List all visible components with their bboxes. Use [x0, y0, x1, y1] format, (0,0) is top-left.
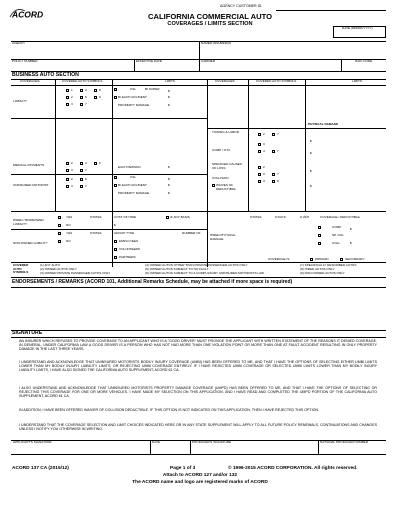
if-any-basis-checkbox[interactable]	[166, 216, 169, 219]
applicants-signature-field[interactable]	[13, 445, 149, 454]
states-label: STATES	[90, 231, 102, 235]
symbol-num: 7	[85, 167, 87, 172]
pd-symbol-checkbox[interactable]	[258, 133, 261, 136]
form-title: CALIFORNIA COMMERCIAL AUTO	[147, 12, 273, 21]
effective-date-label: EFFECTIVE DATE	[136, 59, 162, 63]
hired-physical-damage-label: HIRED PHYSICAL DAMAGE	[210, 233, 236, 241]
symbol-legend-item: (3) OWNED PRIVATE PASSENGER AUTOS ONLY	[40, 271, 111, 275]
naic-code-field[interactable]	[343, 64, 385, 71]
liability-symbol-5-checkbox[interactable]	[80, 96, 83, 99]
group-type-label: GROUP TYPE	[114, 231, 135, 235]
hired-no-checkbox[interactable]	[58, 224, 61, 227]
dollar: $	[168, 103, 170, 107]
policy-number-label: POLICY NUMBER	[12, 59, 38, 63]
agency-customer-id-label: AGENCY CUSTOMER ID:	[220, 4, 263, 8]
named-insureds-label: NAMED INSURED(S)	[201, 41, 232, 45]
physical-damage-symbol-grid	[255, 130, 303, 198]
coverage-is-label: COVERAGE IS:	[268, 257, 291, 261]
signature-paragraph: I UNDERSTAND THAT THE COVERAGE SELECTION AND LIMIT CHOICES INDICATED HERE OR IN ANY STATE SUPPLEMENT WILL APPLY TO ALL FUTURE POLICY RENEWALS, CONTINUATIONS AND CHANGES UNLESS I NOTIFY YOU OTHERWISE IN WRITING.	[19, 423, 377, 431]
liability-symbol-1-checkbox[interactable]	[66, 89, 69, 92]
pd-symbol-checkbox[interactable]	[258, 173, 261, 176]
symbol-num: 3	[71, 167, 73, 172]
pd-symbol-checkbox[interactable]	[258, 143, 261, 146]
liability-symbol-8-checkbox[interactable]	[94, 89, 97, 92]
symbol-num: 2	[263, 164, 265, 169]
non-owned-label: NON-OWNED LIABILITY	[13, 241, 48, 245]
symbol-num: 3	[71, 101, 73, 106]
named-insureds-field[interactable]	[201, 46, 385, 59]
csl-label: CSL	[130, 87, 137, 91]
symbol-legend-item: (4) OWNED AUTOS OTHER THAN PRIVATE PASSENGER AUTOS ONLY	[145, 263, 248, 267]
employees-label: EMPLOYEES	[119, 239, 139, 243]
dollar: $	[310, 139, 312, 143]
date-label: DATE	[152, 440, 161, 444]
if-any-basis-label: IF ANY BASIS	[170, 215, 190, 219]
each-person-label: EACH PERSON	[118, 165, 141, 169]
col-coverages-2: COVERAGES	[215, 79, 235, 83]
liability-symbol-4-checkbox[interactable]	[80, 89, 83, 92]
logo-text: ACORD	[12, 9, 43, 19]
waives-deductible-checkbox[interactable]	[212, 184, 215, 187]
bi-each-accident-label: BI EACH ACCIDENT	[118, 183, 147, 187]
specified-causes-label: SPECIFIED CAUSES OF LOSS	[212, 162, 242, 170]
acord-logo	[9, 6, 43, 18]
symbol-num: 7	[277, 148, 279, 153]
um-symbol-6-checkbox[interactable]	[80, 178, 83, 181]
primary-label: PRIMARY	[315, 257, 330, 261]
volunteers-checkbox[interactable]	[114, 248, 117, 251]
num-days-label: # DAYS	[275, 215, 286, 219]
dollar: $	[310, 184, 312, 188]
dollar: $	[168, 89, 170, 93]
bi-each-accident-label: BI EACH ACCIDENT	[118, 95, 147, 99]
medical-payments-label: MEDICAL PAYMENTS	[13, 163, 45, 167]
symbol-num: 3	[71, 183, 73, 188]
um-symbol-7-checkbox[interactable]	[80, 185, 83, 188]
covered-auto-symbols-title: COVERED AUTO SYMBOLS	[13, 263, 29, 275]
symbol-num: 2	[263, 131, 265, 136]
pd-symbol-checkbox[interactable]	[272, 173, 275, 176]
carrier-label: CARRIER	[201, 59, 215, 63]
col-covered-auto-symbols: COVERED AUTO SYMBOLS	[62, 79, 103, 83]
collision-label: COLLISION	[212, 176, 229, 180]
symbol-legend-item: (8) HIRED AUTOS ONLY	[300, 267, 335, 271]
attach-note: Attach to ACORD 127 and/or 132	[162, 473, 238, 478]
signature-paragraph: IN ADDITION, I HAVE BEEN OFFERED WAIVER OF COLLISION DEDUCTIBLE. IF THIS OPTION IS NOT INDICATED ON THIS APPLICATION, THEN I HAVE REJECTED THIS OPTION.	[19, 408, 319, 412]
waives-deductible-label: WAIVES OF DEDUCTIBLE	[216, 183, 236, 191]
primary-checkbox[interactable]	[310, 258, 313, 261]
effective-date-field[interactable]	[136, 64, 198, 71]
csl-checkbox[interactable]	[114, 88, 117, 91]
symbol-num: 3	[263, 141, 265, 146]
um-symbol-grid	[66, 176, 106, 196]
pd-symbol-checkbox[interactable]	[272, 180, 275, 183]
csl-label: CSL	[130, 175, 137, 179]
coll-checkbox[interactable]	[318, 242, 321, 245]
symbol-num: 7	[277, 131, 279, 136]
dollar: $	[168, 191, 170, 195]
comp-checkbox[interactable]	[318, 226, 321, 229]
liability-symbol-7-checkbox[interactable]	[80, 103, 83, 106]
col-limits-2: LIMITS	[352, 79, 362, 83]
symbol-num: 4	[85, 87, 87, 92]
dollar: $	[168, 177, 170, 181]
sp-col-checkbox[interactable]	[318, 234, 321, 237]
no-label: NO	[66, 239, 71, 243]
col-coverages: COVERAGES	[20, 79, 40, 83]
um-symbol-3-checkbox[interactable]	[66, 185, 69, 188]
partners-checkbox[interactable]	[114, 256, 117, 259]
symbol-num: 8	[99, 87, 101, 92]
form-id: ACORD 137 CA (2015/12)	[12, 466, 69, 471]
symbol-num: 7	[277, 171, 279, 176]
symbol-num: 4	[263, 178, 265, 183]
num-veh-label: # VEH	[300, 215, 309, 219]
business-auto-section-title: BUSINESS AUTO SECTION	[12, 72, 79, 78]
medpay-symbol-4-checkbox[interactable]	[80, 162, 83, 165]
bi-super-label: BI SUPER	[145, 87, 160, 91]
pd-symbol-checkbox[interactable]	[258, 150, 261, 153]
towing-labor-label: TOWING & LABOR	[212, 130, 239, 134]
symbol-num: 9	[99, 94, 101, 99]
endorsements-remarks-field[interactable]	[12, 289, 385, 329]
symbol-num: 4	[263, 148, 265, 153]
physical-damage-label: PHYSICAL DAMAGE	[308, 122, 339, 126]
national-producer-number-label: NATIONAL PRODUCER NUMBER	[320, 440, 368, 444]
copyright: © 1996-2015 ACORD CORPORATION. All rights reserved.	[228, 466, 358, 471]
dollar: $	[168, 95, 170, 99]
dollar: $	[114, 223, 116, 227]
dollar: $	[310, 151, 312, 155]
symbol-legend-item: (2) OWNED AUTOS ONLY	[40, 267, 77, 271]
medpay-symbol-3-checkbox[interactable]	[66, 169, 69, 172]
medpay-symbol-6-checkbox[interactable]	[94, 162, 97, 165]
yes-label: YES	[66, 231, 73, 235]
yes-label: YES	[66, 215, 73, 219]
national-producer-number-field[interactable]	[320, 445, 385, 454]
symbol-legend-item: (1) ANY AUTO	[40, 263, 61, 267]
um-bi-each-accident-checkbox[interactable]	[114, 184, 117, 187]
symbol-num: 6	[85, 176, 87, 181]
sp-col-label: SP. COL	[332, 233, 344, 237]
symbol-num: 4	[85, 160, 87, 165]
pd-symbol-checkbox[interactable]	[258, 166, 261, 169]
dollar: $	[310, 169, 312, 173]
um-symbol-2-checkbox[interactable]	[66, 178, 69, 181]
medpay-symbol-7-checkbox[interactable]	[80, 169, 83, 172]
pd-symbol-checkbox[interactable]	[272, 133, 275, 136]
nonowned-yes-checkbox[interactable]	[58, 232, 61, 235]
symbol-legend-item: (7) SPECIFICALLY DESCRIBED AUTOS	[300, 263, 357, 267]
cost-of-hire-label: COST OF HIRE	[114, 215, 136, 219]
agency-field[interactable]	[12, 46, 198, 59]
symbol-num: 3	[263, 171, 265, 176]
liability-symbol-9-checkbox[interactable]	[94, 96, 97, 99]
col-covered-auto-symbols-2: COVERED AUTO SYMBOLS	[256, 79, 297, 83]
signature-paragraph: I UNDERSTAND AND ACKNOWLEDGE THAT UNINSURED MOTORISTS BODILY INJURY COVERAGE (UMBI) HAS BEEN OFFERED TO ME, AND THAT I HAVE THE OPTIONS OF SELECTING EITHER UMBI LIMITS LOWER THAN MY BODILY INJURY LIABILITY LIMITS, OR REJECTING UMBI COVERAGE ENTIRELY. IF I HAVE REJECTED UMBI COVERAGE OR SELECTED UMBI LIMITS LOWER THAN MY BODILY INJURY LIABILITY LIMITS, I HAVE ALSO SIGNED THE CALIFORNIA AUTO SUPPLEMENT, ACORD 61 CA.	[19, 360, 377, 372]
um-csl-checkbox[interactable]	[114, 176, 117, 179]
producers-signature-field[interactable]	[192, 445, 317, 454]
symbol-num: 8	[277, 178, 279, 183]
pd-symbol-checkbox[interactable]	[258, 180, 261, 183]
dollar: $	[350, 241, 352, 245]
hired-yes-checkbox[interactable]	[58, 216, 61, 219]
signature-paragraph: I ALSO UNDERSTAND AND ACKNOWLEDGE THAT UNINSURED MOTORISTS PROPERTY DAMAGE COVERAGE (UMPD) HAS BEEN OFFERED TO ME, AND THAT I HAVE THE OPTIONS OF SELECTING OR REJECTING THIS COVERAGE FOR ONE OR MORE VEHICLES. I HAVE MADE MY SELECTION ON THIS APPLICATION, AND I HAVE READ AND COMPLETED THE UMPD PORTION OF THE CALIFORNIA AUTO SUPPLEMENT, ACORD 61 CA.	[19, 386, 377, 398]
symbol-num: 2	[71, 160, 73, 165]
employees-checkbox[interactable]	[114, 240, 117, 243]
med-pay-symbol-grid	[66, 160, 106, 174]
property-damage-label: PROPERTY DAMAGE	[118, 103, 150, 107]
dollar: $	[350, 227, 352, 231]
dollar: $	[168, 183, 170, 187]
page-number: Page 1 of 3	[170, 466, 196, 471]
property-damage-label: PROPERTY DAMAGE	[118, 191, 150, 195]
symbol-legend-item: (9) NON-OWNED AUTOS ONLY	[300, 271, 345, 275]
secondary-label: SECONDARY	[345, 257, 365, 261]
liability-symbol-3-checkbox[interactable]	[66, 103, 69, 106]
comp-otc-label: COMP / OTC	[212, 148, 231, 152]
states-label: STATES	[250, 215, 262, 219]
symbol-num: 2	[71, 176, 73, 181]
symbol-num: 2	[71, 94, 73, 99]
policy-number-field[interactable]	[12, 64, 132, 71]
no-label: NO	[66, 223, 71, 227]
endorsements-title: ENDORSEMENTS / REMARKS (ACORD 101, Additional Remarks Schedule, may be attached if more space is required)	[12, 279, 293, 285]
producers-signature-label: PRODUCER'S SIGNATURE	[192, 440, 232, 444]
symbol-num: 6	[99, 160, 101, 165]
coverage-deductible-label: COVERAGE / DEDUCTIBLE	[320, 215, 360, 219]
liability-label: LIABILITY	[13, 99, 28, 103]
volunteers-label: VOLUNTEERS	[119, 247, 140, 251]
nonowned-no-checkbox[interactable]	[58, 240, 61, 243]
naic-code-label: NAIC CODE	[355, 59, 373, 63]
date-label: DATE (MM/DD/YYYY)	[342, 26, 373, 30]
number-of-label: NUMBER OF	[182, 231, 201, 235]
symbol-num: 7	[85, 183, 87, 188]
symbol-num: 1	[71, 87, 73, 92]
partners-label: PARTNERS	[119, 255, 136, 259]
signature-paragraph: AN INSURER WHICH REFUSES TO PROVIDE COVERAGE TO AN APPLICANT WHO IS A "GOOD DRIVER" MUST PROVIDE THE APPLICANT WITH WRITTEN STATEMENT OF THE REASONS IT DENIED COVERAGE. IN GENERAL, UNDER CALIFORNIA LAW A GOOD DRIVER IS A PERSON WHO HAS NOT HAD MORE THAN ONE VIOLATION POINT OR MORE THAN ONE AT FAULT ACCIDENT RESULTING IN ONLY PROPERTY DAMAGE IN THE LAST THREE YEARS.	[19, 339, 377, 351]
agency-label: AGENCY	[12, 41, 26, 45]
signature-section-title: SIGNATURE	[12, 330, 43, 336]
secondary-checkbox[interactable]	[340, 258, 343, 261]
comp-label: COMP	[332, 225, 342, 229]
acord-logo-mark	[9, 7, 43, 19]
symbol-legend-item: (6) OWNED AUTOS SUBJECT TO A COMPULSORY UNINSURED MOTORISTS LAW	[145, 271, 264, 275]
liability-symbol-grid	[66, 87, 106, 115]
trademark-note: The ACORD name and logo are registered marks of ACORD	[132, 480, 268, 485]
applicants-signature-label: APPLICANT'S SIGNATURE	[13, 440, 52, 444]
form-subtitle: COVERAGES / LIMITS SECTION	[167, 21, 253, 27]
col-limits: LIMITS	[165, 79, 175, 83]
liability-symbol-2-checkbox[interactable]	[66, 96, 69, 99]
symbol-legend-item: (5) OWNED AUTOS SUBJECT TO NO FAULT	[145, 267, 209, 271]
uninsured-motorist-label: UNINSURED MOTORIST	[13, 183, 49, 187]
coll-label: COLL	[332, 241, 341, 245]
medpay-symbol-2-checkbox[interactable]	[66, 162, 69, 165]
states-label: STATES	[90, 215, 102, 219]
pd-symbol-checkbox[interactable]	[272, 150, 275, 153]
bi-each-accident-checkbox[interactable]	[114, 96, 117, 99]
carrier-field[interactable]	[201, 64, 340, 71]
dollar: $	[168, 165, 170, 169]
applicant-date-field[interactable]	[152, 445, 189, 454]
hired-borrowed-label: HIRED / BORROWED LIABILITY	[13, 218, 44, 226]
symbol-num: 7	[85, 101, 87, 106]
symbol-num: 5	[85, 94, 87, 99]
